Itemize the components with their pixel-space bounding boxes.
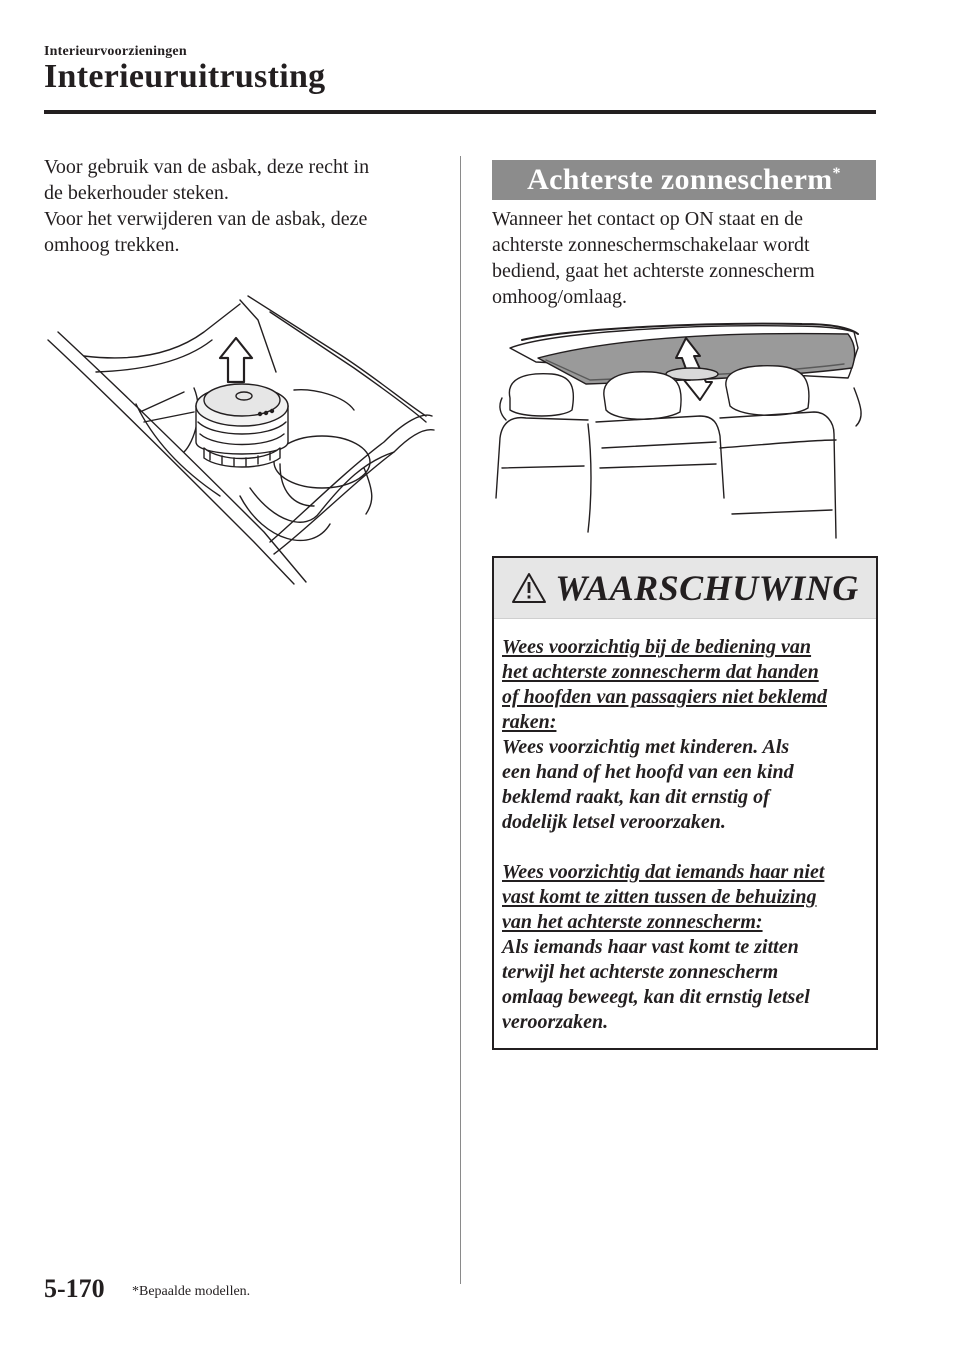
left-column [44,154,424,258]
text-line: de bekerhouder steken. [44,182,229,204]
text-line: bediend, gaat het achterste zonnescherm [492,260,815,282]
text-line: Voor gebruik van de asbak, deze recht in [44,156,370,178]
warning-text-line: omlaag beweegt, kan dit ernstig letsel [502,986,810,1008]
section-title-banner [492,160,876,200]
spacer [502,835,868,860]
ashtray-instructions [44,154,424,258]
warning-text-line: veroorzaken. [502,1011,609,1033]
warning-text-line: Als iemands haar vast komt te zitten [502,936,799,958]
warning-triangle-icon [511,572,547,604]
warning-heading-line: van het achterste zonnescherm: [502,911,763,933]
warning-heading-line: raken: [502,711,557,733]
text-line: Wanneer het contact op ON staat en de [492,208,804,230]
warning-title: WAARSCHUWING [555,568,859,608]
warning-heading-line: Wees voorzichtig dat iemands haar niet [502,861,825,883]
warning-heading-line: het achterste zonnescherm dat handen [502,661,819,683]
warning-header [494,558,876,619]
warning-heading-line: Wees voorzichtig bij de bediening van [502,636,812,658]
text-line: achterste zonneschermschakelaar wordt [492,234,810,256]
warning-body [494,619,876,1035]
page-number: 5-170 [44,1274,105,1303]
warning-text-line: een hand of het hoofd van een kind [502,761,794,783]
footnote-marker: * [832,165,841,182]
text-line: Voor het verwijderen van de asbak, deze [44,208,368,230]
rear-sunshade-illustration [492,318,876,542]
section-title: Achterste zonnescherm [527,163,833,196]
warning-text-line: beklemd raakt, kan dit ernstig of [502,786,770,808]
text-line: omhoog/omlaag. [492,286,627,308]
warning-text-line: dodelijk letsel veroorzaken. [502,811,726,833]
breadcrumb: Interieurvoorzieningen [44,44,187,59]
ashtray-illustration [44,292,436,588]
text-line: omhoog trekken. [44,234,180,256]
warning-heading-line: vast komt te zitten tussen de behuizing [502,886,817,908]
warning-text-line: Wees voorzichtig met kinderen. Als [502,736,790,758]
header-rule [44,110,876,114]
footnote: *Bepaalde modellen. [132,1284,251,1299]
warning-text-line: terwijl het achterste zonnescherm [502,961,779,983]
column-divider [460,156,461,1284]
warning-heading-line: of hoofden van passagiers niet beklemd [502,686,827,708]
page-title: Interieuruitrusting [44,58,326,95]
warning-box [492,556,878,1050]
sunshade-description [492,206,876,310]
